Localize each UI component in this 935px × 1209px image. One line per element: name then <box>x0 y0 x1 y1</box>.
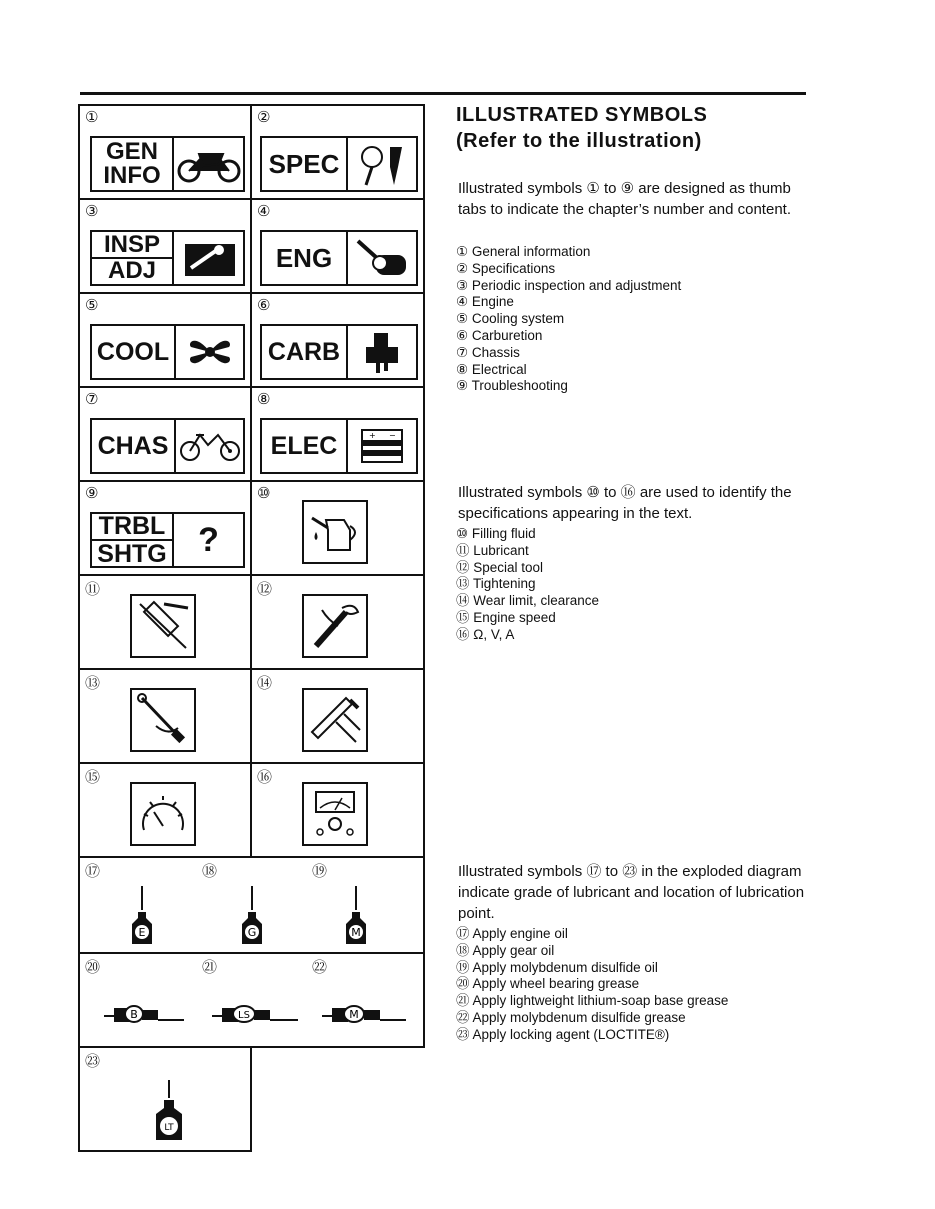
list-item: ⑨ Troubleshooting <box>456 378 568 394</box>
list-item: ⑧ Electrical <box>456 361 527 377</box>
tab-label: ENG <box>262 232 348 284</box>
carburetor-icon <box>348 326 416 378</box>
section1-text: Illustrated symbols ① to ⑨ are designed as thumb tabs to indicate the chapter’s number and content. <box>458 180 791 218</box>
list-item: ㉓ Apply locking agent (LOCTITE®) <box>456 1026 670 1042</box>
multimeter-icon <box>302 782 368 846</box>
symbol-cell-8 <box>250 386 425 482</box>
tab-label: CARB <box>262 326 348 378</box>
list-item: ⑤ Cooling system <box>456 311 565 327</box>
symbol-cell-13 <box>78 668 252 764</box>
list-item: ④ Engine <box>456 294 514 310</box>
symbol-number: ⑯ <box>257 768 273 786</box>
motorcycle-icon <box>174 138 243 190</box>
tab-label: GEN <box>105 138 158 165</box>
spec-tab <box>260 136 418 192</box>
grade-label: G <box>247 926 257 939</box>
symbol-number: ⑰ <box>85 862 101 880</box>
chas-tab <box>90 418 245 474</box>
list-item: ㉒ Apply molybdenum disulfide grease <box>456 1009 686 1025</box>
svg-text:−: − <box>389 431 396 440</box>
moly-oil-icon <box>344 886 368 946</box>
chassis-bike-icon <box>176 420 243 472</box>
symbol-number: ⑤ <box>85 296 99 314</box>
list-item: ⑫ Special tool <box>456 559 544 575</box>
symbol-cell-3 <box>78 198 252 294</box>
symbol-cell-4 <box>250 198 425 294</box>
list-item: ⑪ Lubricant <box>456 542 529 558</box>
symbol-number: ⑪ <box>85 580 101 598</box>
grade-label: LT <box>164 1123 174 1133</box>
symbol-number: ⑮ <box>85 768 101 786</box>
wrench-icon <box>174 232 243 284</box>
list-item: ⑬ Tightening <box>456 576 536 592</box>
symbol-number: ④ <box>257 202 271 220</box>
symbol-cell-16 <box>250 762 425 858</box>
list-item: ② Specifications <box>456 260 556 276</box>
tab-label: INFO <box>103 162 161 189</box>
symbol-cell-6 <box>250 292 425 388</box>
symbol-number: ⑲ <box>312 862 328 880</box>
engine-oil-icon <box>130 886 154 946</box>
symbol-number: ⑧ <box>257 390 271 408</box>
symbol-number: ① <box>85 108 99 126</box>
symbol-cell-10 <box>250 480 425 576</box>
grade-label: M <box>351 926 361 939</box>
symbol-number: ② <box>257 108 271 126</box>
list-item: ⑲ Apply molybdenum disulfide oil <box>456 959 658 975</box>
tab-label: ADJ <box>107 257 156 284</box>
tab-label: ELEC <box>262 420 348 472</box>
gen-info-tab <box>90 136 245 192</box>
symbol-number: ⑩ <box>257 484 271 502</box>
list-item: ⑱ Apply gear oil <box>456 942 555 958</box>
caliper-icon <box>302 688 368 752</box>
gear-oil-icon <box>240 886 264 946</box>
symbol-cell-14 <box>250 668 425 764</box>
symbol-number: ㉒ <box>312 958 328 976</box>
section2-text: Illustrated symbols ⑩ to ⑯ are used to identify the specifications appearing in the text. <box>458 484 792 522</box>
lithium-soap-grease-icon <box>210 998 300 1031</box>
tachometer-icon <box>130 782 196 846</box>
symbol-number: ⑱ <box>202 862 218 880</box>
symbol-cell-17-19 <box>78 856 425 954</box>
symbol-number: ⑦ <box>85 390 99 408</box>
symbol-number: ㉑ <box>202 958 218 976</box>
symbol-cell-15 <box>78 762 252 858</box>
list-item: ③ Periodic inspection and adjustment <box>456 277 682 293</box>
symbol-cell-5 <box>78 292 252 388</box>
locking-agent-icon <box>154 1080 184 1142</box>
grade-label: B <box>130 1008 138 1021</box>
symbol-cell-23 <box>78 1046 252 1152</box>
cool-tab <box>90 324 245 380</box>
symbol-cell-1 <box>78 104 252 200</box>
symbol-number: ⑥ <box>257 296 271 314</box>
list-item: ⑦ Chassis <box>456 344 520 360</box>
torque-wrench-icon <box>130 688 196 752</box>
tab-label: CHAS <box>92 420 176 472</box>
grade-label: E <box>138 926 146 939</box>
grade-label: M <box>349 1008 359 1021</box>
header-rule <box>80 92 806 95</box>
symbol-number: ⑳ <box>85 958 101 976</box>
symbol-number: ⑬ <box>85 674 101 692</box>
tab-label: SHTG <box>97 540 167 568</box>
special-tool-icon <box>302 594 368 658</box>
question-mark-icon: ? <box>198 520 219 559</box>
page-title: ILLUSTRATED SYMBOLS (Refer to the illustration) <box>456 104 708 152</box>
symbol-number: ⑫ <box>257 580 273 598</box>
symbol-number: ⑭ <box>257 674 273 692</box>
eng-tab <box>260 230 418 286</box>
gauge-tool-icon <box>348 138 416 190</box>
symbol-cell-12 <box>250 574 425 670</box>
symbol-number: ⑨ <box>85 484 99 502</box>
list-item: ⑭ Wear limit, clearance <box>456 593 600 609</box>
tab-label: SPEC <box>262 138 348 190</box>
list-item: ⑥ Carburetion <box>456 327 543 343</box>
elec-tab <box>260 418 418 474</box>
tab-label: TRBL <box>92 513 172 541</box>
symbol-cell-20-22 <box>78 952 425 1048</box>
section2-list <box>456 526 599 644</box>
trbl-shtg-tab <box>90 512 245 568</box>
carb-tab <box>260 324 418 380</box>
list-item: ⑰ Apply engine oil <box>456 926 568 941</box>
insp-adj-tab <box>90 230 245 286</box>
list-item: ⑯ Ω, V, A <box>456 626 515 642</box>
symbol-number: ㉓ <box>85 1052 101 1070</box>
fan-icon <box>176 326 243 378</box>
symbol-cell-7 <box>78 386 252 482</box>
list-item: ㉑ Apply lightweight lithium-soap base grease <box>456 993 729 1009</box>
symbol-cell-11 <box>78 574 252 670</box>
wheel-bearing-grease-icon <box>102 998 186 1031</box>
moly-grease-icon <box>320 998 410 1031</box>
tab-label: COOL <box>92 326 176 378</box>
list-item: ⑮ Engine speed <box>456 609 556 625</box>
battery-icon <box>348 420 416 472</box>
section1-list <box>456 244 681 395</box>
svg-text:+: + <box>369 431 376 440</box>
tab-label: INSP <box>92 233 172 259</box>
section3-text: Illustrated symbols ⑰ to ㉓ in the exploded diagram indicate grade of lubricant and location of lubrication point. <box>458 863 805 922</box>
grade-label: LS <box>238 1010 250 1021</box>
symbol-cell-9 <box>78 480 252 576</box>
list-item: ① General information <box>456 244 591 259</box>
grease-gun-icon <box>130 594 196 658</box>
oil-can-icon <box>302 500 368 564</box>
list-item: ⑳ Apply wheel bearing grease <box>456 976 640 992</box>
piston-icon <box>348 232 416 284</box>
list-item: ⑩ Filling fluid <box>456 526 536 541</box>
symbol-cell-2 <box>250 104 425 200</box>
section3-list <box>456 926 728 1044</box>
symbol-number: ③ <box>85 202 99 220</box>
